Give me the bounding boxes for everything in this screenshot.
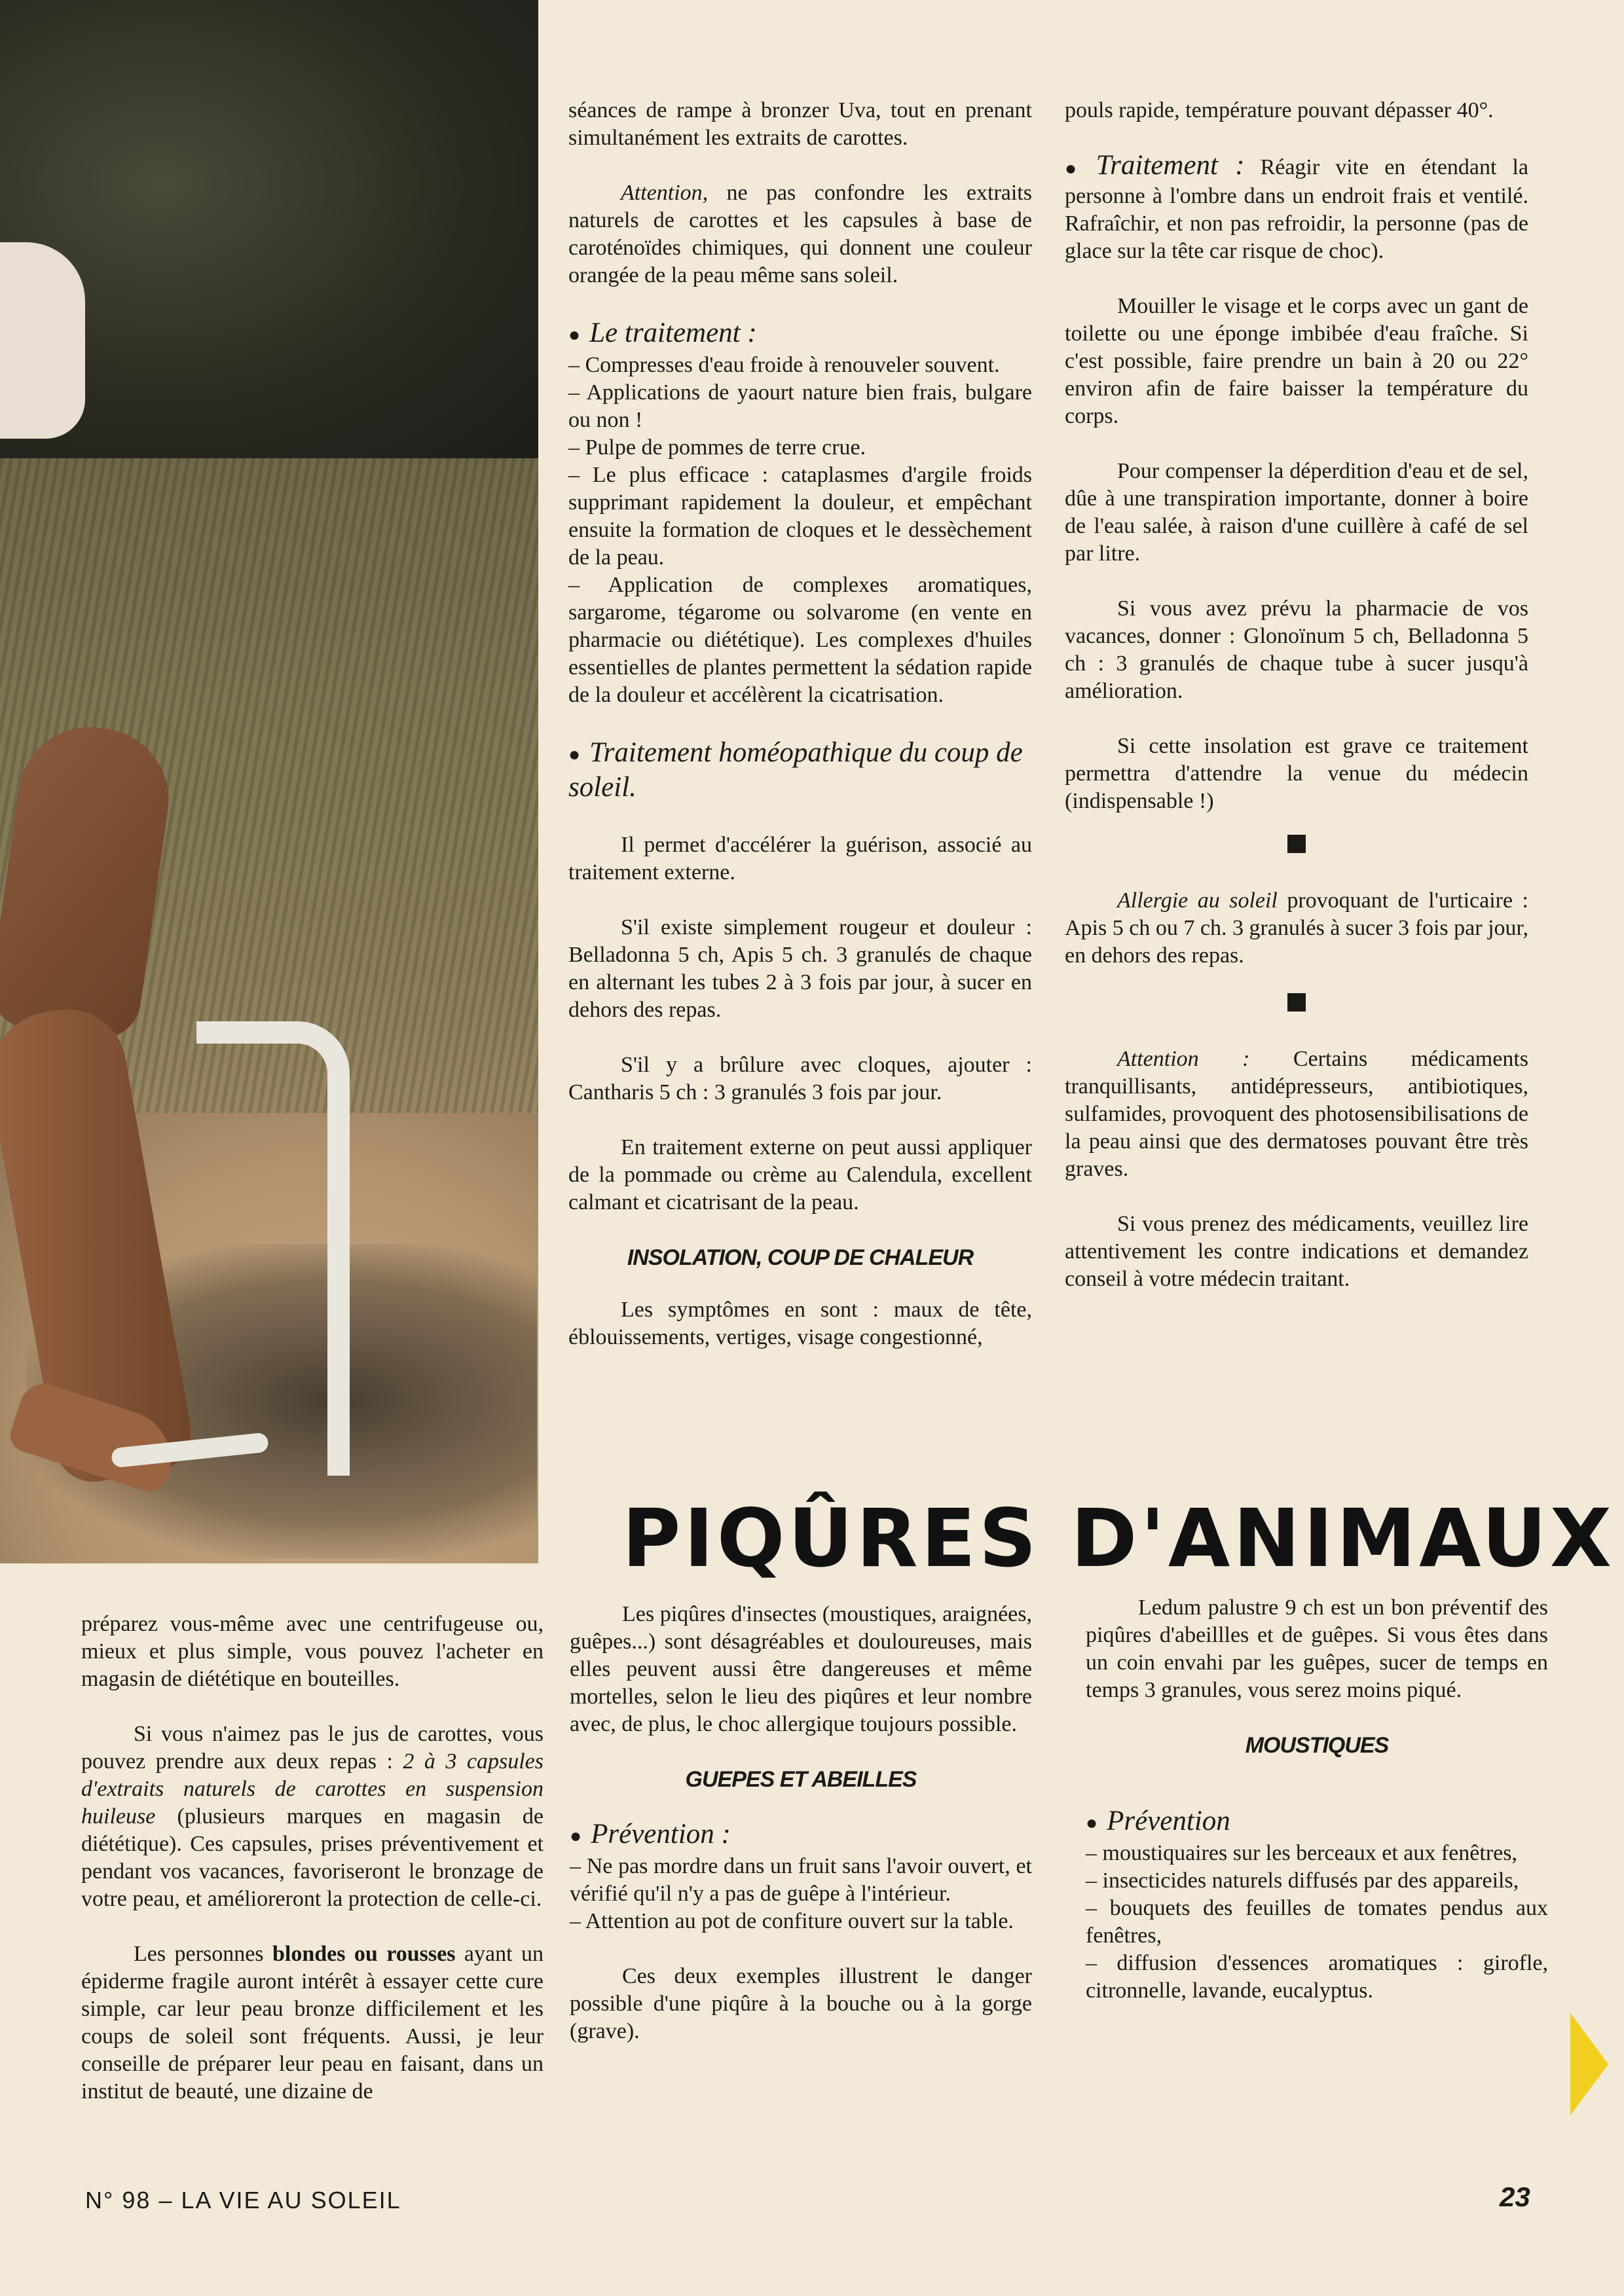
col3-p5: Si vous avez prévu la pharmacie de vos vacances, donner : Glonoïnum 5 ch, Belladonna 5 ch : 3 granulés de chaque tube à sucer jusqu'à amélioration. (1065, 596, 1528, 704)
guepes-heading: GUEPES ET ABEILLES (685, 1767, 917, 1792)
col3b-p1: Ledum palustre 9 ch est un bon préventif des piqûres d'abeillles et de guêpes. Si vous êtes dans un coin envahi par les guêpes, sucer de temps en temps 3 granules, vous serez moins piqué. (1086, 1595, 1548, 1702)
homeo-p4: En traitement externe on peut aussi appliquer de la pommade ou crème au Calendula, excellent calmant et cicatrisant de la peau. (568, 1135, 1032, 1215)
homeo-p1: Il permet d'accélérer la guérison, associé au traitement externe. (568, 833, 1032, 885)
moustiques-prevention-item: – insecticides naturels diffusés par des appareils, (1086, 1868, 1519, 1893)
moustiques-prevention-item: – moustiquaires sur les berceaux et aux fenêtres, (1086, 1841, 1517, 1866)
column-3-bottom (1086, 1594, 1548, 2005)
col3-traitement-heading: Traitement : (1096, 150, 1245, 181)
col1-p3: Les personnes blondes ou rousses ayant un épiderme fragile auront intérêt à essayer cette cure simple, car leur peau bronze difficilement et les coups de soleil sont fréquents. Aussi, je leur conseille de préparer leur peau en faisant, dans un institut de beauté, une dizaine de (81, 1942, 544, 2104)
col3-attention-paragraph (1065, 1046, 1528, 1183)
col3-attention-text: Certains médicaments tranquillisants, antidépresseurs, antibiotiques, sulfamides, provoquent des photosensibilisations de la peau ainsi que des dermatoses pouvant être très graves. (1065, 1047, 1529, 1182)
col3-allergie-paragraph (1065, 887, 1528, 970)
guepes-prevention-item: – Ne pas mordre dans un fruit sans l'avoir ouvert, et vérifié qu'il n'y a pas de guêpe à l'intérieur. (570, 1854, 1032, 1906)
insolation-heading: INSOLATION, COUP DE CHALEUR (627, 1245, 974, 1271)
col3-p9: Si vous prenez des médicaments, veuillez lire attentivement les contre indications et demandez conseil à votre médecin traitant. (1065, 1212, 1528, 1292)
column-2-top (568, 97, 1032, 1379)
col3-traitement-paragraph (1065, 152, 1528, 265)
col3-p3: Mouiller le visage et le corps avec un gant de toilette ou une éponge imbibée d'eau fraîche. Si c'est possible, faire prendre un bain à 20 ou 22° environ afin de faire baisser la température du corps. (1065, 294, 1528, 429)
col3-allergie-text: provoquant de l'urticaire : Apis 5 ch ou 7 ch. 3 granulés à sucer 3 fois par jour, en dehors des repas. (1065, 888, 1528, 968)
moustiques-prevention-item: – bouquets des feuilles de tomates pendus aux fenêtres, (1086, 1896, 1548, 1948)
col3-allergie-em: Allergie au soleil (1117, 888, 1278, 913)
col1-p2: Si vous n'aimez pas le jus de carottes, vous pouvez prendre aux deux repas : 2 à 3 capsules d'extraits naturels de carottes en suspension huileuse (plusieurs marques en magasin de diététique). Ces capsules, prises préventivement et pendant vos vacances, favoriseront le bronzage de votre peau, et amélioreront la protection de celle-ci. (81, 1722, 544, 1911)
col3-p6: Si cette insolation est grave ce traitement permettra d'attendre la venue du médecin (indispensable !) (1065, 734, 1528, 814)
section-separator-square (1287, 993, 1306, 1011)
section-separator-square (1287, 835, 1306, 853)
bullet-icon: ● (570, 1825, 582, 1848)
guepes-prevention-item: – Attention au pot de confiture ouvert sur la table. (570, 1909, 1014, 1934)
photo-chair-frame (196, 1021, 350, 1476)
traitement-heading: ● Le traitement : (568, 318, 757, 348)
col2-attention-paragraph (568, 179, 1032, 289)
beach-photo (0, 0, 538, 1563)
col2-p1: séances de rampe à bronzer Uva, tout en prenant simultanément les extraits de carottes. (568, 98, 1032, 150)
col2-attention-em: Attention, (621, 181, 709, 205)
col2b-p3: Ces deux exemples illustrent le danger possible d'une piqûre à la bouche ou à la gorge (grave). (570, 1964, 1032, 2044)
col3-attention-em: Attention : (1117, 1047, 1250, 1072)
col3-traitement-text: Réagir vite en étendant la personne à l'ombre dans un endroit frais et ventilé. Rafraîchir, et non pas refroidir, la personne (pas de glace sur la tête car risque de choc). (1065, 155, 1529, 264)
homeo-p3: S'il y a brûlure avec cloques, ajouter : Cantharis 5 ch : 3 granulés 3 fois par jour. (568, 1053, 1032, 1105)
bullet-icon: ● (568, 324, 581, 346)
traitement-item: – Applications de yaourt nature bien frais, bulgare ou non ! (568, 380, 1032, 433)
bullet-icon: ● (1086, 1812, 1098, 1834)
homeo-heading: ● Traitement homéopathique du coup de soleil. (568, 737, 1023, 803)
column-2-bottom (570, 1601, 1032, 2073)
yellow-arrow-marker (1570, 2013, 1608, 2115)
homeo-p2: S'il existe simplement rougeur et douleur : Belladonna 5 ch, Apis 5 ch. 3 granulés de chaque en alternant les tubes 2 à 3 fois par jour, à sucer en dehors des repas. (568, 915, 1032, 1023)
photo-sun-hat (0, 242, 85, 439)
section-title: PIQÛRES D'ANIMAUX (622, 1492, 1615, 1585)
traitement-item: – Le plus efficace : cataplasmes d'argile froids supprimant rapidement la douleur, et empêchant ensuite la formation de cloques et le dessèchement de la peau. (568, 463, 1032, 570)
bullet-icon: ● (568, 744, 581, 766)
traitement-item: – Pulpe de pommes de terre crue. (568, 435, 866, 460)
col2-attention-text: ne pas confondre les extraits naturels de carottes et les capsules à base de caroténoïdes chimiques, qui donnent une couleur orangée de la peau même sans soleil. (568, 181, 1032, 287)
footer-issue: N° 98 – LA VIE AU SOLEIL (85, 2187, 401, 2214)
moustiques-heading: MOUSTIQUES (1245, 1733, 1389, 1758)
moustiques-prevention-heading: ● Prévention (1086, 1806, 1230, 1836)
col3-p1: pouls rapide, température pouvant dépasser 40°. (1065, 98, 1494, 122)
insolation-p1: Les symptômes en sont : maux de tête, éblouissements, vertiges, visage congestionné, (568, 1298, 1032, 1350)
col1-p1: préparez vous-même avec une centrifugeuse ou, mieux et plus simple, vous pouvez l'acheter en magasin de diététique en bouteilles. (81, 1612, 544, 1691)
col2b-p1: Les piqûres d'insectes (moustiques, araignées, guêpes...) sont désagréables et douloureuses, mais elles peuvent aussi être dangereuses et même mortelles, selon le lieu des piqûres et leur nombre avec, de plus, le choc allergique toujours possible. (570, 1602, 1032, 1736)
col3-p4: Pour compenser la déperdition d'eau et de sel, dûe à une transpiration importante, donner à boire de l'eau salée, à raison d'une cuillère à café de sel par litre. (1065, 459, 1528, 566)
traitement-item: – Compresses d'eau froide à renouveler souvent. (568, 353, 1000, 378)
col1-p3-bold: blondes ou rousses (272, 1942, 456, 1966)
column-3-top (1065, 97, 1528, 1321)
moustiques-prevention-item: – diffusion d'essences aromatiques : girofle, citronnelle, lavande, eucalyptus. (1086, 1951, 1548, 2003)
traitement-item: – Application de complexes aromatiques, sargarome, tégarome ou solvarome (en vente en pharmacie ou diététique). Les complexes d'huiles essentielles de plantes permettent la sédation rapide de la douleur et accélèrent la cicatrisation. (568, 573, 1032, 708)
column-1-bottom (81, 1611, 544, 2133)
bullet-icon: ● (1065, 158, 1087, 180)
col1-p2-em: 2 à 3 capsules d'extraits naturels de carottes en suspension huileuse (81, 1749, 544, 1829)
guepes-prevention-heading: ● Prévention : (570, 1819, 731, 1850)
page-number: 23 (1500, 2181, 1530, 2212)
